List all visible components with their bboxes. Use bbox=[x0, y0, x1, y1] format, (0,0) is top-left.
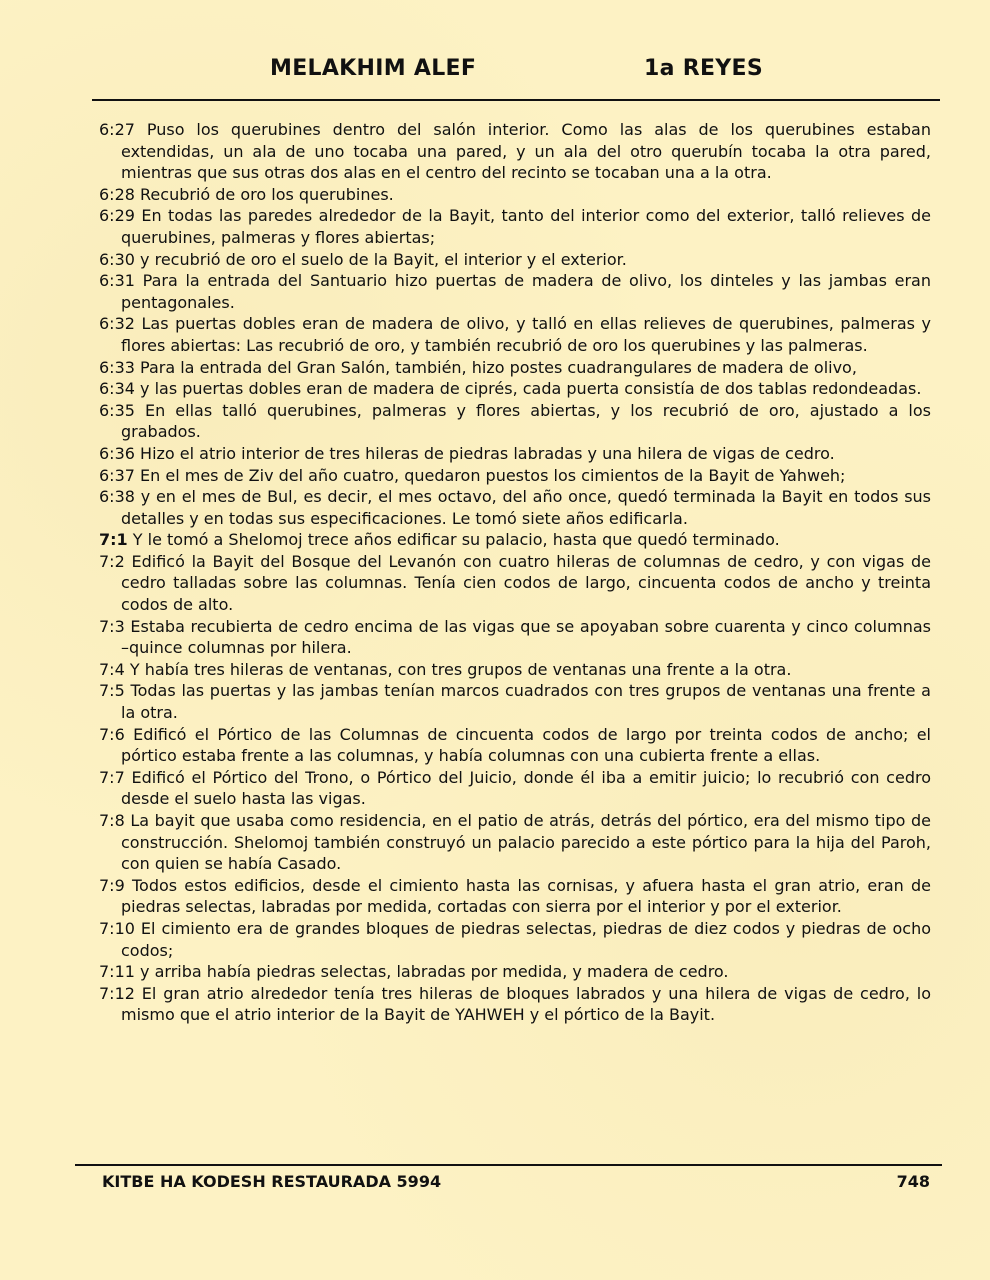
verse-ref: 6:36 bbox=[99, 443, 135, 463]
verse bbox=[99, 184, 931, 206]
verse bbox=[99, 357, 931, 379]
verse-text: Y había tres hileras de ventanas, con tres grupos de ventanas una frente a la otra. bbox=[129, 659, 792, 679]
verse-ref: 7:1 bbox=[99, 530, 128, 550]
verse bbox=[99, 249, 931, 271]
verse bbox=[99, 724, 931, 767]
verse-ref: 6:27 bbox=[99, 120, 135, 139]
verse-ref: 7:11 bbox=[99, 962, 135, 982]
footer-book-title: KITBE HA KODESH RESTAURADA 5994 bbox=[102, 1172, 442, 1191]
verse bbox=[99, 875, 931, 918]
header-rule bbox=[92, 99, 940, 101]
verse-text: y en el mes de Bul, es decir, el mes octavo, del año once, quedó terminada la Bayit en todos sus detalles y en todas sus especificaciones. Le tomó siete años edificarla. bbox=[121, 487, 932, 528]
verse-ref: 6:29 bbox=[99, 206, 135, 226]
verse-ref: 7:5 bbox=[99, 681, 125, 701]
verse bbox=[99, 443, 931, 465]
verse-text: Para la entrada del Santuario hizo puertas de madera de olivo, los dinteles y las jambas eran pentagonales. bbox=[121, 271, 931, 312]
verse bbox=[99, 810, 931, 875]
verse-text: Edificó el Pórtico de las Columnas de cincuenta codos de largo por treinta codos de ancho; el pórtico estaba frente a las columnas, y había columnas con una cubierta frente a ellas. bbox=[121, 724, 932, 766]
verse bbox=[99, 270, 931, 313]
verse-ref: 6:37 bbox=[99, 465, 135, 485]
verse-ref: 7:8 bbox=[99, 811, 125, 830]
verse-text: Todos estos edificios, desde el cimiento hasta las cornisas, y afuera hasta el gran atrio, eran de piedras selectas, labradas por medida, cortadas con sierra por el interior y por el exterior. bbox=[121, 875, 931, 917]
verse-ref: 7:9 bbox=[99, 875, 125, 895]
verse bbox=[99, 465, 931, 487]
verse-text: La bayit que usaba como residencia, en el patio de atrás, detrás del pórtico, era del mismo tipo de construcción. Shelomoj también construyó un palacio parecido a este pórtico para la hija del Paroh, con quien se había Casado. bbox=[121, 811, 931, 874]
verse-text: y arriba había piedras selectas, labradas por medida, y madera de cedro. bbox=[140, 962, 729, 982]
verse-ref: 6:34 bbox=[99, 379, 135, 399]
verse-ref: 6:33 bbox=[99, 357, 135, 377]
verse-text: En todas las paredes alrededor de la Bayit, tanto del interior como del exterior, talló relieves de querubines, palmeras y flores abiertas; bbox=[121, 206, 931, 247]
page-footer bbox=[102, 1172, 930, 1194]
verse bbox=[99, 551, 931, 616]
verse-text: En ellas talló querubines, palmeras y flores abiertas, y los recubrió de oro, ajustado a los grabados. bbox=[121, 400, 931, 442]
verse-text: Todas las puertas y las jambas tenían marcos cuadrados con tres grupos de ventanas una frente a la otra. bbox=[121, 681, 931, 723]
verse bbox=[99, 767, 931, 810]
verse-text: El cimiento era de grandes bloques de piedras selectas, piedras de diez codos y piedras de ocho codos; bbox=[121, 918, 931, 960]
verse-ref: 6:32 bbox=[99, 314, 135, 334]
verse bbox=[99, 961, 931, 983]
verse bbox=[99, 378, 931, 400]
verse bbox=[99, 659, 931, 681]
page-number: 748 bbox=[896, 1172, 930, 1191]
verse-list bbox=[99, 119, 931, 1026]
verse bbox=[99, 119, 931, 184]
verse-ref: 7:10 bbox=[99, 918, 135, 938]
page-header bbox=[92, 56, 940, 92]
verse-text: El gran atrio alrededor tenía tres hileras de bloques labrados y una hilera de vigas de cedro, lo mismo que el atrio interior de la Bayit de YAHWEH y el pórtico de la Bayit. bbox=[121, 983, 931, 1025]
verse bbox=[99, 616, 931, 659]
verse-text: Para la entrada del Gran Salón, también, hizo postes cuadrangulares de madera de olivo, bbox=[140, 357, 857, 377]
verse-text: Estaba recubierta de cedro encima de las vigas que se apoyaban sobre cuarenta y cinco columnas –quince columnas por hilera. bbox=[121, 616, 931, 658]
verse-text: Las puertas dobles eran de madera de olivo, y talló en ellas relieves de querubines, palmeras y flores abiertas: Las recubrió de oro, y también recubrió de oro los querubines y las palmeras. bbox=[121, 314, 931, 355]
verse-text: Hizo el atrio interior de tres hileras de piedras labradas y una hilera de vigas de cedro. bbox=[140, 443, 835, 463]
verse-text: Y le tomó a Shelomoj trece años edificar su palacio, hasta que quedó terminado. bbox=[132, 530, 780, 550]
verse-ref: 6:28 bbox=[99, 184, 135, 204]
verse bbox=[99, 680, 931, 723]
verse-text: Recubrió de oro los querubines. bbox=[140, 184, 394, 204]
verse-ref: 7:6 bbox=[99, 724, 125, 744]
verse-text: Edificó la Bayit del Bosque del Levanón con cuatro hileras de columnas de cedro, y con vigas de cedro talladas sobre las columnas. Tenía cien codos de largo, cincuenta codos de ancho y treinta codos de alto. bbox=[121, 551, 932, 615]
verse-ref: 6:35 bbox=[99, 400, 135, 420]
verse bbox=[99, 400, 931, 443]
footer-rule bbox=[75, 1164, 942, 1166]
verse-ref: 6:31 bbox=[99, 271, 135, 291]
verse bbox=[99, 983, 931, 1026]
verse-ref: 7:12 bbox=[99, 983, 135, 1003]
book-title-hebrew: MELAKHIM ALEF bbox=[270, 56, 477, 81]
verse-ref: 7:2 bbox=[99, 551, 125, 571]
verse bbox=[99, 918, 931, 961]
verse-ref: 6:38 bbox=[99, 487, 135, 507]
verse-ref: 7:3 bbox=[99, 616, 125, 636]
verse-ref: 6:30 bbox=[99, 249, 135, 269]
verse-ref: 7:4 bbox=[99, 659, 125, 679]
verse bbox=[99, 313, 931, 356]
book-title-spanish: 1a REYES bbox=[644, 56, 763, 81]
verse-ref: 7:7 bbox=[99, 767, 125, 787]
verse bbox=[99, 486, 931, 529]
verse-text: y recubrió de oro el suelo de la Bayit, el interior y el exterior. bbox=[140, 249, 627, 269]
chapter-start-verse bbox=[99, 529, 931, 551]
verse-text: y las puertas dobles eran de madera de ciprés, cada puerta consistía de dos tablas redondeadas. bbox=[140, 379, 922, 399]
verse-text: Puso los querubines dentro del salón interior. Como las alas de los querubines estaban extendidas, un ala de uno tocaba una pared, y un ala del otro querubín tocaba la otra pared, mientras que sus otras dos alas en el centro del recinto se tocaban una a la otra. bbox=[121, 120, 931, 183]
verse bbox=[99, 205, 931, 248]
verse-text: Edificó el Pórtico del Trono, o Pórtico del Juicio, donde él iba a emitir juicio; lo recubrió con cedro desde el suelo hasta las vigas. bbox=[121, 767, 931, 809]
verse-text: En el mes de Ziv del año cuatro, quedaron puestos los cimientos de la Bayit de Yahweh; bbox=[140, 465, 846, 485]
